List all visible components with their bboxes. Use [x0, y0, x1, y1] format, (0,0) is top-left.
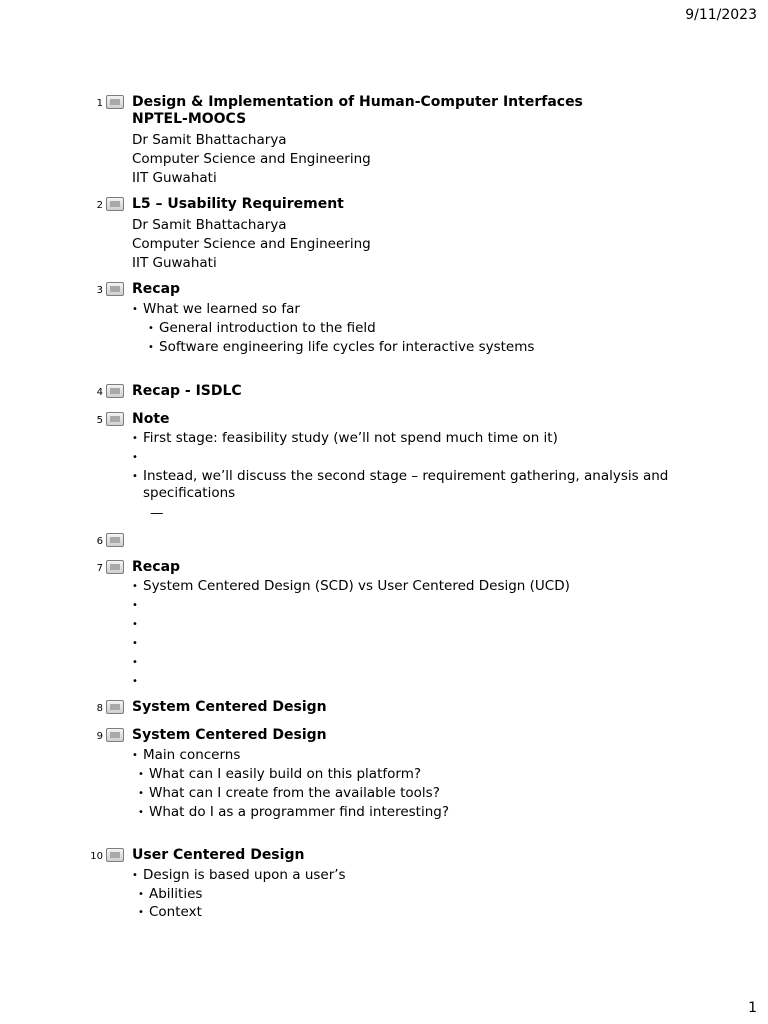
author-name: Dr Samit Bhattacharya: [132, 132, 287, 148]
author-name: Dr Samit Bhattacharya: [132, 217, 287, 233]
author-institute: IIT Guwahati: [132, 255, 217, 271]
bullet-item: •: [132, 676, 138, 687]
slide-title: L5 – Usability Requirement: [132, 196, 344, 212]
bullet-item: • First stage: feasibility study (we’ll not spend much time on it): [132, 430, 558, 446]
slide-thumbnail-icon: [106, 560, 124, 574]
slide-title: Design & Implementation of Human-Computer Interfaces: [132, 94, 583, 110]
author-institute: IIT Guwahati: [132, 170, 217, 186]
sub-bullet-item: • General introduction to the field: [148, 320, 376, 336]
slide-title: Recap: [132, 281, 181, 297]
bullet-item: •: [132, 452, 138, 463]
slide-number: 3: [96, 285, 103, 296]
bullet-item: •: [132, 638, 138, 649]
slide-thumbnail-icon: [106, 848, 124, 862]
page-number: 1: [748, 1000, 757, 1016]
slide-thumbnail-icon: [106, 412, 124, 426]
slide-number: 4: [96, 387, 103, 398]
sub-bullet-item: • Abilities: [138, 886, 203, 902]
slide-number: 5: [96, 415, 103, 426]
slide-thumbnail-icon: [106, 728, 124, 742]
slide-title: Recap: [132, 559, 181, 575]
slide-thumbnail-icon: [106, 197, 124, 211]
slide-number: 6: [96, 536, 103, 547]
slide-title: System Centered Design: [132, 727, 327, 743]
author-department: Computer Science and Engineering: [132, 151, 371, 167]
bullet-item: •: [132, 619, 138, 630]
slide-number: 2: [96, 200, 103, 211]
print-date: 9/11/2023: [685, 7, 757, 23]
slide-thumbnail-icon: [106, 282, 124, 296]
sub-bullet-item: • Context: [138, 904, 202, 920]
slide-number: 1: [96, 98, 103, 109]
bullet-item: • System Centered Design (SCD) vs User Centered Design (UCD): [132, 578, 570, 594]
author-department: Computer Science and Engineering: [132, 236, 371, 252]
slide-title: System Centered Design: [132, 699, 327, 715]
sub-bullet-item: • What do I as a programmer find interesting?: [138, 804, 449, 820]
slide-title: User Centered Design: [132, 847, 305, 863]
bullet-continuation: specifications: [143, 485, 236, 501]
bullet-item: • Design is based upon a user’s: [132, 867, 346, 883]
slide-number: 9: [96, 731, 103, 742]
slide-title: Recap - ISDLC: [132, 383, 242, 399]
slide-title: Note: [132, 411, 170, 427]
slide-thumbnail-icon: [106, 95, 124, 109]
sub-bullet-item: • What can I easily build on this platform?: [138, 766, 422, 782]
sub-bullet-item: • What can I create from the available tools?: [138, 785, 440, 801]
bullet-item: •: [132, 657, 138, 668]
bullet-item: • Instead, we’ll discuss the second stage – requirement gathering, analysis and: [132, 468, 669, 484]
slide-thumbnail-icon: [106, 384, 124, 398]
slide-number: 7: [96, 563, 103, 574]
bullet-item: • What we learned so far: [132, 301, 300, 317]
bullet-item: •: [132, 600, 138, 611]
slide-subtitle: NPTEL-MOOCS: [132, 111, 247, 127]
dash-item: —: [150, 505, 164, 521]
bullet-item: • Main concerns: [132, 747, 241, 763]
slide-thumbnail-icon: [106, 700, 124, 714]
slide-number: 8: [96, 703, 103, 714]
slide-thumbnail-icon: [106, 533, 124, 547]
sub-bullet-item: • Software engineering life cycles for interactive systems: [148, 339, 535, 355]
slide-number: 10: [90, 851, 103, 862]
